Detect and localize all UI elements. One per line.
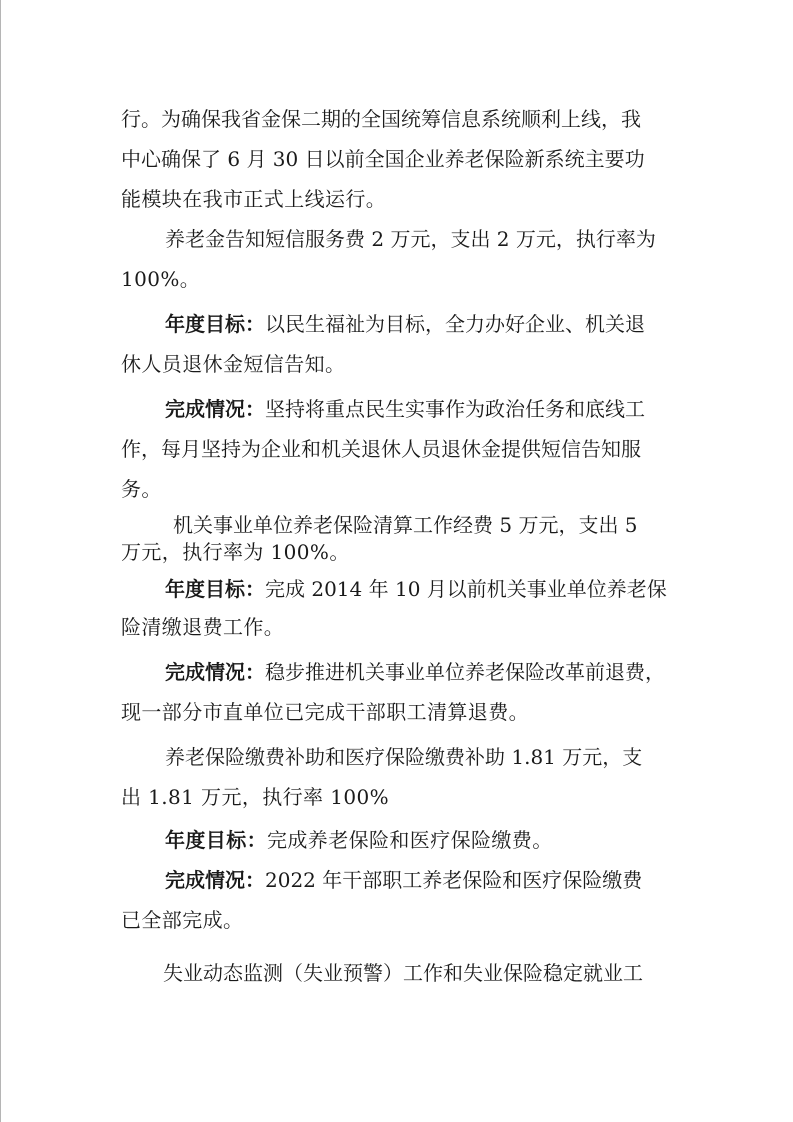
paragraph-line — [163, 960, 681, 986]
paragraph-line — [121, 907, 681, 933]
paragraph-line — [121, 699, 681, 725]
paragraph-line — [121, 614, 681, 640]
paragraph-line — [165, 744, 681, 770]
paragraph-line — [165, 311, 681, 337]
line-text: 务。 — [121, 477, 162, 501]
line-text: 完成 2014 年 10 月以前机关事业单位养老保 — [265, 577, 667, 601]
paragraph-line — [121, 106, 681, 132]
line-text: 2022 年干部职工养老保险和医疗保险缴费 — [265, 868, 643, 892]
section-label: 完成情况： — [165, 397, 265, 421]
line-text: 现一部分市直单位已完成干部职工清算退费。 — [121, 700, 529, 724]
section-label: 年度目标： — [165, 828, 267, 852]
paragraph-line — [165, 659, 681, 685]
paragraph-line — [121, 266, 681, 292]
line-text: 出 1.81 万元，执行率 100% — [121, 785, 389, 809]
line-text: 中心确保了 6 月 30 日以前全国企业养老保险新系统主要功 — [121, 147, 645, 171]
paragraph-line — [165, 226, 681, 252]
line-text: 完成养老保险和医疗保险缴费。 — [267, 828, 553, 852]
paragraph-line — [165, 396, 681, 422]
line-text: 坚持将重点民生实事作为政治任务和底线工 — [265, 397, 645, 421]
section-label: 年度目标： — [165, 312, 265, 336]
paragraph-line — [121, 186, 681, 212]
paragraph-line — [121, 784, 681, 810]
paragraph-line — [121, 436, 681, 462]
line-text: 险清缴退费工作。 — [121, 615, 285, 639]
paragraph-line — [165, 867, 681, 893]
line-text: 稳步推进机关事业单位养老保险改革前退费， — [265, 660, 665, 684]
line-text: 能模块在我市正式上线运行。 — [121, 187, 387, 211]
paragraph-line — [121, 476, 681, 502]
line-text: 100%。 — [121, 267, 201, 291]
paragraph-line — [121, 351, 681, 377]
section-label: 年度目标： — [165, 577, 265, 601]
paragraph-line — [173, 512, 681, 538]
line-text: 休人员退休金短信告知。 — [121, 352, 346, 376]
line-text: 机关事业单位养老保险清算工作经费 5 万元，支出 5 — [173, 513, 638, 537]
line-text: 行。为确保我省金保二期的全国统筹信息系统顺利上线，我 — [121, 107, 641, 131]
paragraph-line — [165, 576, 681, 602]
line-text: 作，每月坚持为企业和机关退休人员退休金提供短信告知服 — [121, 437, 641, 461]
line-text: 失业动态监测（失业预警）工作和失业保险稳定就业工 — [163, 961, 643, 985]
line-text: 以民生福祉为目标，全力办好企业、机关退 — [265, 312, 645, 336]
section-label: 完成情况： — [165, 868, 265, 892]
line-text: 万元，执行率为 100%。 — [121, 540, 350, 564]
paragraph-line — [121, 146, 681, 172]
line-text: 养老金告知短信服务费 2 万元，支出 2 万元，执行率为 — [165, 227, 656, 251]
section-label: 完成情况： — [165, 660, 265, 684]
line-text: 养老保险缴费补助和医疗保险缴费补助 1.81 万元，支 — [165, 745, 643, 769]
paragraph-line — [165, 827, 681, 853]
line-text: 已全部完成。 — [121, 908, 244, 932]
paragraph-line — [121, 539, 681, 565]
